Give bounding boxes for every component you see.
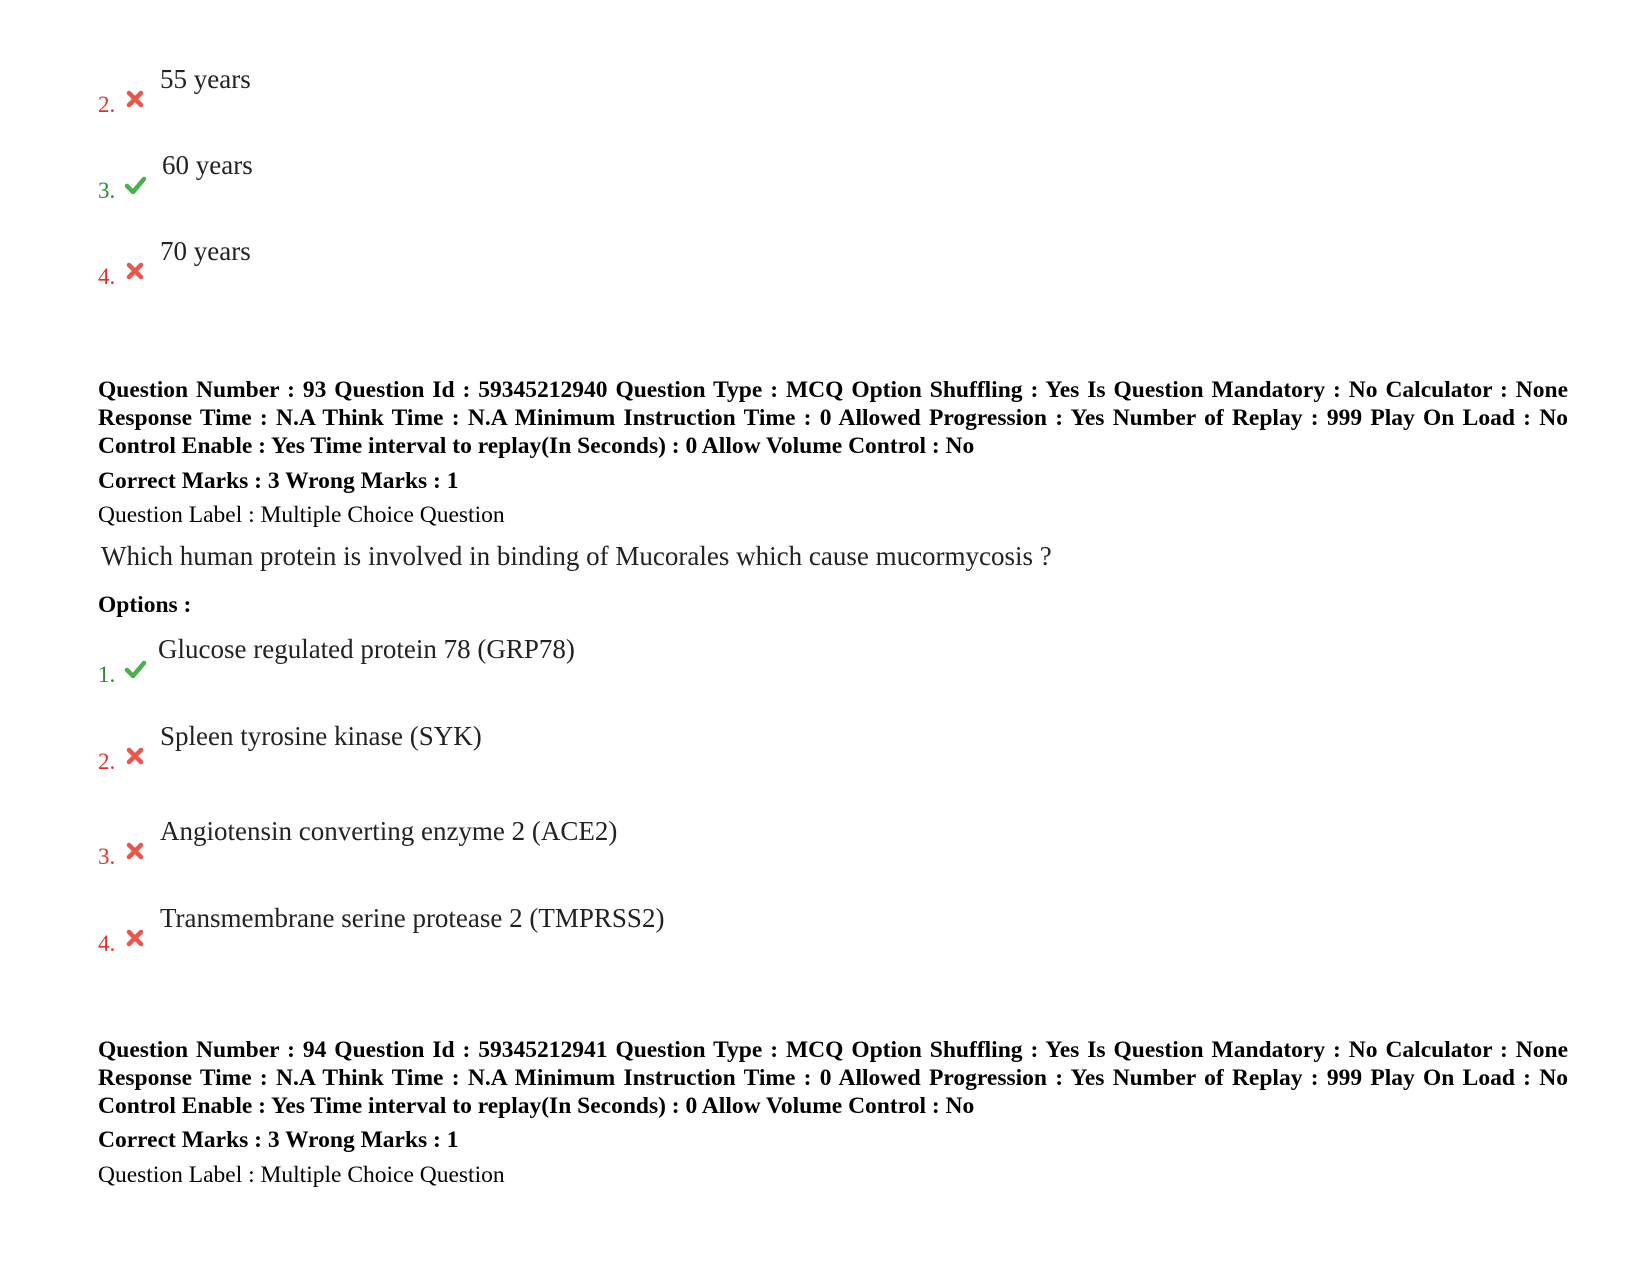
- cross-icon: [124, 88, 146, 110]
- question-93-label: Question Label : Multiple Choice Question: [98, 502, 505, 528]
- question-94-label: Question Label : Multiple Choice Question: [98, 1162, 505, 1188]
- options-heading: Options :: [98, 592, 192, 618]
- check-icon: [122, 174, 148, 196]
- question-93-marks: Correct Marks : 3 Wrong Marks : 1: [98, 468, 459, 494]
- question-93-text: Which human protein is involved in binding of Mucorales which cause mucormycosis ?: [101, 541, 1052, 571]
- option-text: Transmembrane serine protease 2 (TMPRSS2): [160, 903, 665, 933]
- option-text: Spleen tyrosine kinase (SYK): [160, 721, 482, 751]
- option-number: 1.: [98, 662, 116, 687]
- question-94-marks: Correct Marks : 3 Wrong Marks : 1: [98, 1127, 459, 1153]
- option-text: 70 years: [160, 236, 251, 266]
- option-number: 2.: [98, 92, 116, 117]
- option-number: 3.: [98, 844, 116, 869]
- option-number: 2.: [98, 749, 116, 774]
- cross-icon: [124, 260, 146, 282]
- option-text: Angiotensin converting enzyme 2 (ACE2): [160, 816, 618, 846]
- question-94-metadata: Question Number : 94 Question Id : 59345212941 Question Type : MCQ Option Shuffling : Yes Is Question Mandatory : No Calculator : None Response Time : N.A Think Time : N.A Minimum Instruction Time : 0 Allowed Progression : Yes Number of Replay : 999 Play On Load : No Control Enable : Yes Time interval to replay(In Seconds) : 0 Allow Volume Control : No: [98, 1037, 1568, 1119]
- option-number: 4.: [98, 931, 116, 956]
- option-text: Glucose regulated protein 78 (GRP78): [158, 634, 575, 664]
- cross-icon: [124, 745, 146, 767]
- cross-icon: [124, 927, 146, 949]
- option-text: 60 years: [162, 150, 253, 180]
- option-number: 3.: [98, 178, 116, 203]
- check-icon: [122, 658, 148, 680]
- question-93-metadata: Question Number : 93 Question Id : 59345212940 Question Type : MCQ Option Shuffling : Yes Is Question Mandatory : No Calculator : None Response Time : N.A Think Time : N.A Minimum Instruction Time : 0 Allowed Progression : Yes Number of Replay : 999 Play On Load : No Control Enable : Yes Time interval to replay(In Seconds) : 0 Allow Volume Control : No: [98, 377, 1568, 459]
- option-number: 4.: [98, 264, 116, 289]
- option-text: 55 years: [160, 64, 251, 94]
- cross-icon: [124, 840, 146, 862]
